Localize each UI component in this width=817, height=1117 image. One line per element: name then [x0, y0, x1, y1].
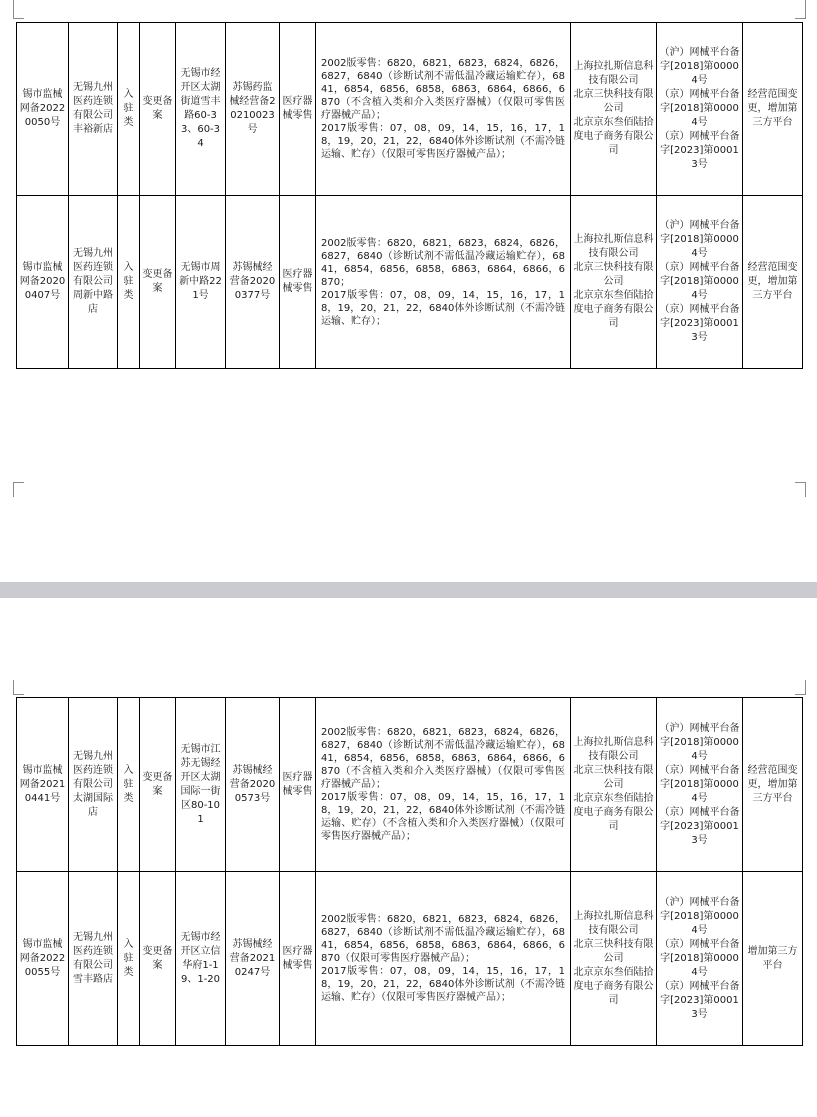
table-row [17, 872, 803, 1046]
scope-2002: 2002版零售：6820，6821，6823，6824，6826，6827，6840（诊断试剂不需低温冷藏运输贮存），6841，6854，6856，6858，6863，6864，6866，6870（不含植入类和介入类医疗器械）（仅限可零售医疗器械产品）； [321, 58, 565, 121]
remark: 经营范围变更，增加第三方平台 [743, 698, 803, 872]
platform-name: 上海拉扎斯信息科技有限公司 [573, 61, 654, 86]
license-number: 苏锡械经营备20210247号 [226, 872, 280, 1046]
business-type: 医疗器械零售 [280, 698, 316, 872]
platform-name: 北京京东叁佰陆拾度电子商务有限公司 [573, 966, 654, 1006]
entry-type: 入驻类 [118, 872, 140, 1046]
crop-mark-bottom-right [795, 482, 806, 497]
platform-name: 上海拉扎斯信息科技有限公司 [573, 910, 654, 936]
remark: 增加第三方平台 [743, 872, 803, 1046]
platform-registrations [657, 196, 743, 369]
company-name: 无锡九州医药连锁有限公司丰裕新店 [69, 23, 118, 196]
document-page-2 [0, 598, 817, 1117]
company-name: 无锡九州医药连锁有限公司太湖国际店 [69, 698, 118, 872]
table-row [17, 196, 803, 369]
remark: 经营范围变更，增加第三方平台 [743, 23, 803, 196]
crop-mark-top-right [795, 0, 806, 19]
company-name: 无锡九州医药连锁有限公司周新中路店 [69, 196, 118, 369]
platform-registrations [657, 23, 743, 196]
address: 无锡市经开区太湖街道雪丰路60-33、60-34 [176, 23, 226, 196]
crop-mark-top-left [13, 0, 24, 19]
crop-mark-top-left [13, 680, 24, 695]
platform-names [571, 698, 657, 872]
platform-name: 北京京东叁佰陆拾度电子商务有限公司 [573, 117, 654, 156]
record-number: 锡市监械网备20200407号 [17, 196, 69, 369]
platform-names [571, 872, 657, 1046]
platform-reg: （沪）网械平台备字[2018]第00004号 [659, 47, 740, 86]
business-scope [316, 698, 571, 872]
company-name: 无锡九州医药连锁有限公司雪丰路店 [69, 872, 118, 1046]
platform-reg: （京）网械平台备字[2023]第00013号 [659, 131, 740, 170]
platform-registrations [657, 872, 743, 1046]
page-gap [0, 582, 817, 598]
scope-2017: 2017版零售：07，08，09，14，15，16，17，18，19，20，21，22，6840体外诊断试剂（不需冷链运输、贮存）（仅限可零售医疗器械产品）； [321, 123, 565, 160]
scope-2002: 2002版零售：6820，6821，6823，6824，6826，6827，6840（诊断试剂不需低温冷藏运输贮存），6841，6854，6856，6858，6863，6864，6866，6870（仅限可零售医疗器械产品）； [321, 914, 565, 964]
platform-name: 北京京东叁佰陆拾度电子商务有限公司 [573, 792, 654, 832]
platform-name: 北京三快科技有限公司 [573, 764, 654, 790]
platform-name: 北京三快科技有限公司 [573, 262, 654, 287]
platform-name: 北京三快科技有限公司 [573, 89, 654, 114]
platform-names [571, 23, 657, 196]
entry-type: 入驻类 [118, 698, 140, 872]
business-type: 医疗器械零售 [280, 872, 316, 1046]
table-row [17, 698, 803, 872]
record-number: 锡市监械网备20220055号 [17, 872, 69, 1046]
crop-mark-bottom-left [13, 482, 24, 497]
platform-reg: （京）网械平台备字[2018]第00004号 [659, 764, 740, 804]
record-number: 锡市监械网备20210441号 [17, 698, 69, 872]
platform-reg: （沪）网械平台备字[2018]第00004号 [659, 896, 740, 936]
platform-reg: （京）网械平台备字[2018]第00004号 [659, 89, 740, 128]
filing-table-page-2 [16, 697, 803, 1046]
filing-change: 变更备案 [140, 872, 176, 1046]
business-scope [316, 23, 571, 196]
filing-change: 变更备案 [140, 698, 176, 872]
filing-table-page-1 [16, 22, 803, 369]
license-number: 苏锡械经营备20200573号 [226, 698, 280, 872]
business-type: 医疗器械零售 [280, 23, 316, 196]
platform-reg: （京）网械平台备字[2018]第00004号 [659, 262, 740, 301]
platform-reg: （京）网械平台备字[2023]第00013号 [659, 806, 740, 846]
license-number: 苏锡械经营备20200377号 [226, 196, 280, 369]
business-scope [316, 872, 571, 1046]
platform-name: 北京三快科技有限公司 [573, 938, 654, 964]
address: 无锡市周新中路221号 [176, 196, 226, 369]
filing-change: 变更备案 [140, 196, 176, 369]
platform-names [571, 196, 657, 369]
table-row [17, 23, 803, 196]
platform-reg: （沪）网械平台备字[2018]第00004号 [659, 220, 740, 259]
scope-2002: 2002版零售：6820，6821，6823，6824，6826，6827，6840（诊断试剂不需低温冷藏运输贮存），6841，6854，6856，6858，6863，6864，6866，6870（不含植入类和介入类医疗器械）（仅限可零售医疗器械产品）； [321, 727, 565, 790]
entry-type: 入驻类 [118, 196, 140, 369]
business-scope [316, 196, 571, 369]
scope-2017: 2017版零售：07，08，09，14，15，16，17，18，19，20，21，22，6840体外诊断试剂（不需冷链运输、贮存）（仅限可零售医疗器械产品）； [321, 966, 565, 1003]
address: 无锡市经开区立信华府1-19、1-20 [176, 872, 226, 1046]
platform-name: 上海拉扎斯信息科技有限公司 [573, 736, 654, 762]
platform-reg: （京）网械平台备字[2023]第00013号 [659, 304, 740, 343]
record-number: 锡市监械网备20220050号 [17, 23, 69, 196]
platform-name: 北京京东叁佰陆拾度电子商务有限公司 [573, 290, 654, 329]
scope-2017: 2017版零售：07，08，09，14，15，16，17，18，19，20，21，22，6840体外诊断试剂（不需冷链运输、贮存）（不含植入类和介入类医疗器械）（仅限可零售医疗器械产品）； [321, 792, 565, 842]
remark: 经营范围变更，增加第三方平台 [743, 196, 803, 369]
crop-mark-top-right [795, 680, 806, 695]
scope-2017: 2017版零售：07，08，09，14，15，16，17，18，19，20，21，22，6840体外诊断试剂（不需冷链运输、贮存）； [321, 289, 565, 327]
license-number: 苏锡药监械经营备20210023号 [226, 23, 280, 196]
business-type: 医疗器械零售 [280, 196, 316, 369]
filing-change: 变更备案 [140, 23, 176, 196]
platform-reg: （京）网械平台备字[2023]第00013号 [659, 980, 740, 1020]
scope-2002: 2002版零售：6820，6821，6823，6824，6826，6827，6840（诊断试剂不需低温冷藏运输贮存），6841，6854，6856，6858，6863，6864，6866，6870； [321, 237, 565, 288]
address: 无锡市江苏无锡经开区太湖国际一街区80-101 [176, 698, 226, 872]
platform-name: 上海拉扎斯信息科技有限公司 [573, 234, 654, 259]
platform-reg: （京）网械平台备字[2018]第00004号 [659, 938, 740, 978]
entry-type: 入驻类 [118, 23, 140, 196]
platform-reg: （沪）网械平台备字[2018]第00004号 [659, 722, 740, 762]
platform-registrations [657, 698, 743, 872]
